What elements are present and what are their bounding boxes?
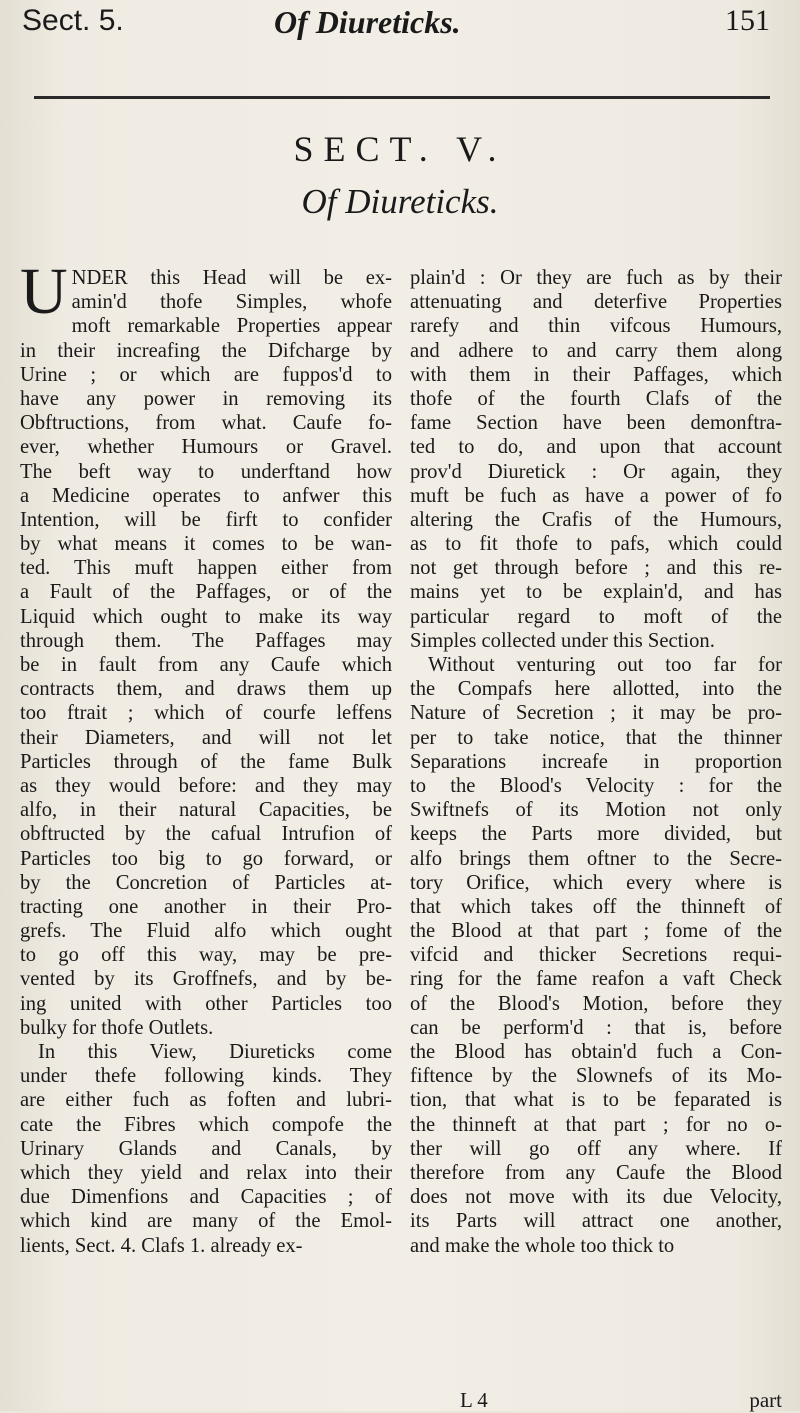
text-line: cate the Fibres which compofe the bbox=[20, 1113, 392, 1136]
section-heading: SECT. V. bbox=[293, 129, 507, 169]
text-line: its Parts will attract one another, bbox=[410, 1210, 782, 1233]
text-line: be in fault from any Caufe which bbox=[20, 654, 392, 676]
text-line: vented by its Groffnefs, and by be- bbox=[20, 968, 392, 991]
text-line: in their increafing the Difcharge by bbox=[20, 339, 392, 362]
text-line: with them in their Paffages, which bbox=[410, 363, 782, 386]
text-line: the Blood at that part ; fome of the bbox=[410, 920, 782, 943]
text-line: alfo, in their natural Capacities, be bbox=[20, 799, 392, 822]
text-line: Particles through of the fame Bulk bbox=[20, 750, 392, 773]
text-line: and adhere to and carry them along bbox=[410, 339, 782, 362]
text-line: vifcid and thicker Secretions requi- bbox=[410, 944, 782, 967]
text-line: alfo brings them oftner to the Secre- bbox=[410, 847, 782, 870]
text-line: ted. This muft happen either from bbox=[20, 557, 392, 580]
text-line: does not move with its due Velocity, bbox=[410, 1186, 782, 1209]
text-line: prov'd Diuretick : Or again, they bbox=[410, 460, 782, 483]
text-line: too ftrait ; which of courfe leffens bbox=[20, 702, 392, 725]
text-line: attenuating and deterfive Properties bbox=[410, 291, 782, 314]
text-line: Simples collected under this Section. bbox=[410, 629, 715, 652]
text-line: rarefy and thin vifcous Humours, bbox=[410, 315, 782, 338]
text-line: ever, whether Humours or Gravel. bbox=[20, 436, 392, 459]
text-line: not get through before ; and this re- bbox=[410, 557, 782, 580]
text-line: ther will go off any where. If bbox=[410, 1137, 782, 1160]
text-line: mains yet to be explain'd, and has bbox=[410, 581, 782, 604]
text-line: ted to do, and upon that account bbox=[410, 436, 782, 459]
text-line: Liquid which ought to make its way bbox=[20, 605, 392, 628]
running-head-section: Sect. 5. bbox=[22, 4, 124, 37]
text-line: as to fit thofe to pafs, which could bbox=[410, 533, 782, 556]
text-line: tory Orifice, which every where is bbox=[410, 871, 782, 894]
text-line: a Fault of the Paffages, or of the bbox=[20, 581, 392, 604]
text-line: Nature of Secretion ; it may be pro- bbox=[410, 702, 782, 725]
text-line: to go off this way, may be pre- bbox=[20, 944, 392, 967]
page-footer bbox=[410, 1388, 782, 1412]
text-line: fiftence by the Slownefs of its Mo- bbox=[410, 1065, 782, 1088]
header-rule bbox=[34, 96, 770, 99]
text-line: are either fuch as foften and lubri- bbox=[20, 1089, 392, 1112]
text-line: by the Concretion of Particles at- bbox=[20, 871, 392, 894]
text-line: due Dimenfions and Capacities ; of bbox=[20, 1186, 392, 1209]
drop-cap: U bbox=[20, 255, 68, 328]
signature-mark: L 4 bbox=[460, 1388, 488, 1412]
text-line: lients, Sect. 4. Clafs 1. already ex- bbox=[20, 1234, 303, 1257]
section-subtitle: Of Diureticks. bbox=[301, 182, 499, 221]
text-line: obftructed by the cafual Intrufion of bbox=[20, 823, 392, 846]
text-line: bulky for thofe Outlets. bbox=[20, 1016, 214, 1039]
text-line: tion, that what is to be feparated is bbox=[410, 1089, 782, 1112]
text-line: muft be fuch as have a power of fo bbox=[410, 484, 782, 507]
text-line: which kind are many of the Emol- bbox=[20, 1210, 392, 1233]
page-number: 151 bbox=[725, 4, 770, 37]
text-line: Separations increafe in proportion bbox=[410, 750, 782, 773]
text-line: Particles too big to go forward, or bbox=[20, 847, 392, 870]
text-line: keeps the Parts more divided, but bbox=[410, 823, 782, 846]
text-line: fame Section have been demonftra- bbox=[410, 412, 782, 435]
text-line: thofe of the fourth Clafs of the bbox=[410, 387, 782, 410]
text-line: Urine ; or which are fuppos'd to bbox=[20, 363, 392, 386]
right-column bbox=[410, 266, 782, 1258]
text-line: under thefe following kinds. They bbox=[20, 1065, 392, 1088]
running-head bbox=[22, 4, 770, 48]
text-line: have any power in removing its bbox=[20, 387, 392, 410]
text-line: tracting one another in their Pro- bbox=[20, 895, 392, 918]
catchword: part bbox=[749, 1388, 782, 1412]
text-line: amin'd thofe Simples, whofe bbox=[71, 291, 392, 314]
text-line: altering the Crafis of the Humours, bbox=[410, 508, 782, 531]
text-line: per to take notice, that the thinner bbox=[410, 726, 782, 749]
text-line: their Diameters, and will not let bbox=[20, 726, 392, 749]
text-line: grefs. The Fluid alfo which ought bbox=[20, 920, 392, 943]
text-line: NDER this Head will be ex- bbox=[71, 267, 392, 289]
text-line: the thinneft at that part ; for no o- bbox=[410, 1113, 782, 1136]
text-line: of the Blood's Motion, before they bbox=[410, 992, 782, 1015]
text-line: The beft way to underftand how bbox=[20, 460, 392, 483]
text-line: contracts them, and draws them up bbox=[20, 678, 392, 701]
text-line: Obftructions, from what. Caufe fo- bbox=[20, 412, 392, 435]
text-line: particular regard to moft of the bbox=[410, 605, 782, 628]
text-line: plain'd : Or they are fuch as by their bbox=[410, 267, 782, 289]
text-line: ring for the fame reafon a vaft Check bbox=[410, 968, 782, 991]
text-line: the Blood has obtain'd fuch a Con- bbox=[410, 1041, 782, 1063]
text-line: can be perform'd : that is, before bbox=[410, 1016, 782, 1039]
text-line: to the Blood's Velocity : for the bbox=[410, 774, 782, 797]
text-line: the Compafs here allotted, into the bbox=[410, 678, 782, 701]
text-line: therefore from any Caufe the Blood bbox=[410, 1161, 782, 1184]
text-line: Without venturing out too far for bbox=[428, 654, 782, 676]
text-line: and make the whole too thick to bbox=[410, 1234, 675, 1257]
text-line: Intention, will be firft to confider bbox=[20, 508, 392, 531]
text-line: moft remarkable Properties appear bbox=[71, 315, 392, 338]
text-line: Swiftnefs of its Motion not only bbox=[410, 799, 782, 822]
text-line: ing united with other Particles too bbox=[20, 992, 392, 1015]
left-column bbox=[20, 255, 392, 1258]
text-line: by what means it comes to be wan- bbox=[20, 533, 392, 556]
text-line: a Medicine operates to anfwer this bbox=[20, 484, 392, 507]
text-line: that which takes off the thinneft of bbox=[410, 895, 782, 918]
text-line: Urinary Glands and Canals, by bbox=[20, 1137, 392, 1160]
text-line: In this View, Diureticks come bbox=[38, 1041, 392, 1063]
running-head-title: Of Diureticks. bbox=[274, 4, 461, 40]
text-line: which they yield and relax into their bbox=[20, 1161, 392, 1184]
text-line: through them. The Paffages may bbox=[20, 629, 392, 652]
text-line: as they would before: and they may bbox=[20, 774, 392, 797]
